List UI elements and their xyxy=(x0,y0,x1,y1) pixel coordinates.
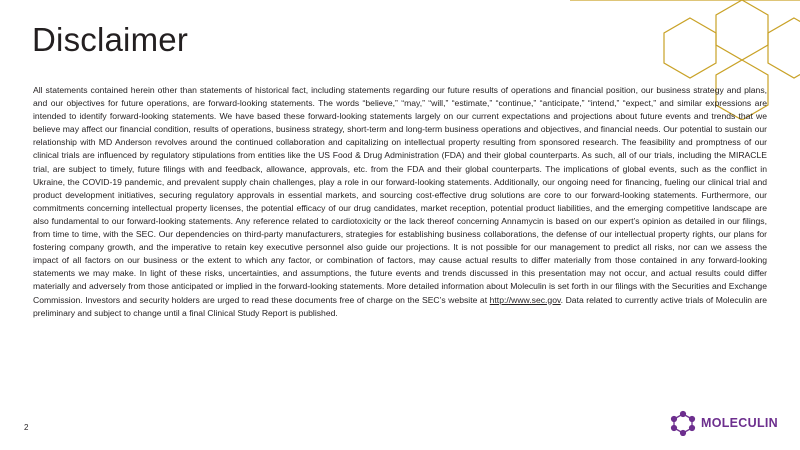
disclaimer-text-part-1: All statements contained herein other than statements of historical fact, including statements regarding our future results of operations and financial position, our business strategy and plans, and our objectives for future operations, are forward-looking statements. The words “believe,” “may,” “will,” “estimate,” “continue,” “anticipate,” “intend,” “expect,” and similar expressions are intended to identify forward-looking statements. We have based these forward-looking statements largely on our current expectations and projections about future events and trends that we believe may affect our financial condition, results of operations, business strategy, short-term and long-term business operations and objectives, and financial needs. Our potential to sustain our relationship with MD Anderson revolves around the continued collaboration and capitalizing on intellectual property resulting from sponsored research. The feasibility and promptness of our clinical trials are influenced by regulatory stipulations from entities like the US Food & Drug Administration (FDA) and their global counterparts. As such, all of our trials, including the MIRACLE trial, are subject to timely, future filings with and feedback, allowance, approvals, etc. from the FDA and their global counterparts. The implications of global events, such as the conflict in Ukraine, the COVID-19 pandemic, and prevalent supply chain challenges, play a role in our forward-looking statements. Additionally, our ongoing need for financing, fueling our clinical trial and product development initiatives, securing regulatory approvals in essential markets, and sourcing cost-effective drug solutions are core to our forward-looking statements. Furthermore, our commitments concerning intellectual property licenses, the potential efficacy of our drug candidates, market reception, potential product liabilities, and the emerging competitive landscape are also fundamental to our forward-looking statements. Any reference related to cardiotoxicity or the lack thereof concerning Annamycin is based on our expert’s opinion as detailed in our filings, from time to time, with the SEC. Our dependencies on third-party manufacturers, strategies for establishing business collaborations, the defense of our intellectual property rights, our plans for fostering company growth, and the imperative to retain key executive personnel also guide our projections. It is not possible for our management to predict all risks, nor can we assess the impact of all factors on our business or the extent to which any factor, or combination of factors, may cause actual results to differ materially from those contained in any forward-looking statements we may make. In light of these risks, uncertainties, and assumptions, the future events and trends discussed in this presentation may not occur, and actual results could differ materially and adversely from those anticipated or implied in the forward-looking statements. More detailed information about Moleculin is set forth in our filings with the Securities and Exchange Commission. Investors and security holders are urged to read these documents free of charge on the SEC’s website at xyxy=(33,85,767,305)
page-title: Disclaimer xyxy=(32,21,189,58)
disclaimer-body xyxy=(33,84,767,320)
disclaimer-text-part-2: . Data related to currently active trials of Moleculin are preliminary and subject to change until a final Clinical Study Report is published. xyxy=(33,294,767,318)
disclaimer-paragraph xyxy=(33,84,767,320)
moleculin-wordmark: MOLECULIN xyxy=(701,416,778,430)
moleculin-molecule-icon xyxy=(670,410,696,436)
moleculin-logo xyxy=(670,410,778,436)
sec-gov-link[interactable]: http://www.sec.gov xyxy=(489,294,561,305)
page-number: 2 xyxy=(24,423,29,432)
